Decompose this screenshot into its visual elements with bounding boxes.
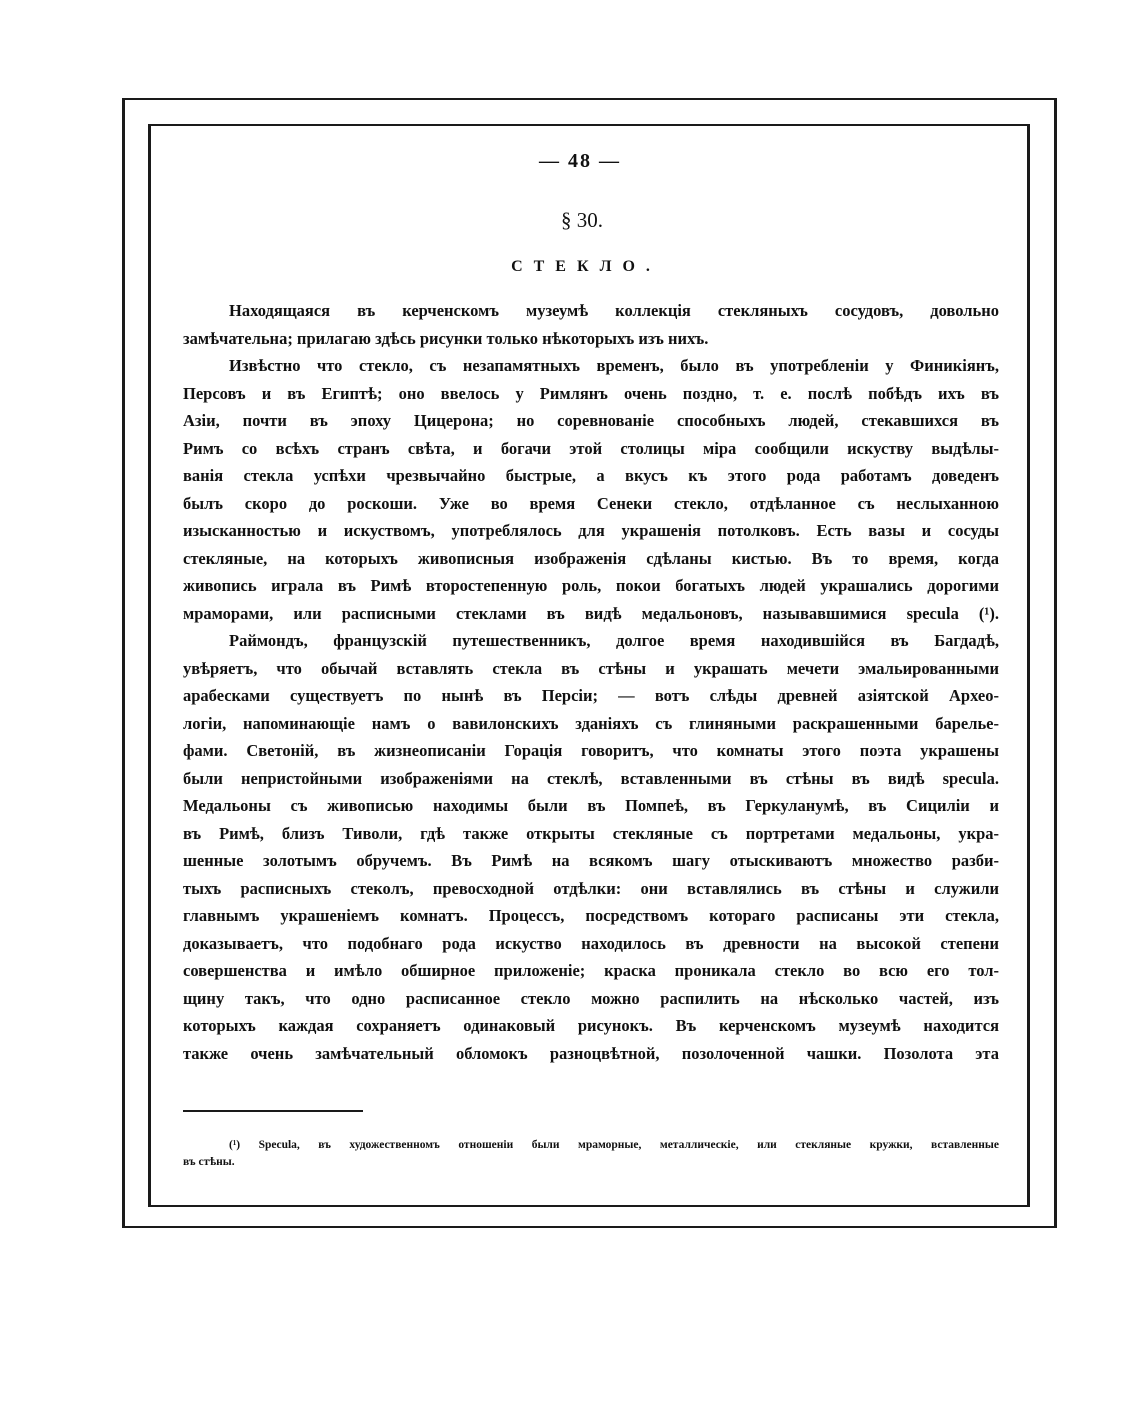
text-line: Римъ со всѣхъ странъ свѣта, и богачи этой столицы міра сообщили искуству выдѣлы- bbox=[183, 438, 999, 458]
text-line: увѣряетъ, что обычай вставлять стекла въ стѣны и украшать мечети эмальированными bbox=[183, 658, 999, 678]
footnote-rule bbox=[183, 1110, 363, 1112]
text-line: мраморами, или расписными стеклами въ видѣ медальоновъ, называвшимися specula (¹). bbox=[183, 603, 999, 623]
text-line: Извѣстно что стекло, съ незапамятныхъ временъ, было въ употребленіи у Финикіянъ, bbox=[229, 356, 999, 375]
text-line: Медальоны съ живописью находимы были въ Помпеѣ, въ Геркуланумѣ, въ Сициліи и bbox=[183, 796, 999, 815]
text-line: щину такъ, что одно расписанное стекло можно распилить на нѣсколько частей, изъ bbox=[183, 988, 999, 1008]
text-line: которыхъ каждая сохраняетъ одинаковый рисунокъ. Въ керченскомъ музеумѣ находится bbox=[183, 1016, 999, 1035]
text-line: Находящаяся въ керченскомъ музеумѣ коллекція стекляныхъ сосудовъ, довольно bbox=[229, 301, 999, 320]
text-line: арабесками существуетъ по нынѣ въ Персіи; — вотъ слѣды древней азіятской Археo- bbox=[183, 686, 999, 705]
footnote-line: (¹) Specula, въ художественномъ отношеніи были мраморные, металлическіе, или стекляные кружки, вставленные bbox=[229, 1139, 999, 1151]
text-line: шенные золотымъ обручемъ. Въ Римѣ на всякомъ шагу отыскиваютъ множество разби- bbox=[183, 851, 999, 870]
text-line: замѣчательна; прилагаю здѣсь рисунки только нѣкоторыхъ изъ нихъ. bbox=[183, 328, 709, 348]
section-title: СТЕКЛО. bbox=[511, 258, 661, 275]
footnote bbox=[183, 1137, 999, 1171]
text-line: логіи, напоминающіе намъ о вавилонскихъ зданіяхъ съ глиняными раскрашенными барелье- bbox=[183, 713, 999, 733]
text-line: Персовъ и въ Египтѣ; оно ввелось у Римлянъ очень поздно, т. е. послѣ побѣдъ ихъ въ bbox=[183, 383, 999, 403]
section-number: § 30. bbox=[561, 208, 603, 232]
text-line: совершенства и имѣло обширное приложеніе; краска проникала стекло во всю его тол- bbox=[183, 961, 999, 980]
text-line: тыхъ расписныхъ стеколъ, превосходной отдѣлки: они вставлялись въ стѣны и служили bbox=[183, 878, 999, 898]
text-line: фами. Светоній, въ жизнеописаніи Горація говоритъ, что комнаты этого поэта украшены bbox=[183, 741, 999, 760]
text-line: были непристойными изображеніями на стеклѣ, вставленными въ стѣны въ видѣ specula. bbox=[183, 768, 999, 788]
body-text bbox=[183, 297, 999, 1067]
text-line: въ Римѣ, близъ Тиволи, гдѣ также открыты стекляные съ портретами медальоны, укра- bbox=[183, 823, 999, 843]
text-line: живопись играла въ Римѣ второстепенную роль, покои богатыхъ людей украшались дорогими bbox=[183, 576, 999, 595]
text-line: Азіи, почти въ эпоху Цицерона; но соревнованіе способныхъ людей, стекавшихся въ bbox=[183, 411, 999, 430]
text-line: стекляные, на которыхъ живописныя изображенія сдѣланы кистью. Въ то время, когда bbox=[183, 548, 999, 568]
text-line: также очень замѣчательный обломокъ разноцвѣтной, позолоченной чашки. Позолота эта bbox=[183, 1043, 999, 1063]
text-line: Раймондъ, французскій путешественникъ, долгое время находившійся въ Багдадѣ, bbox=[229, 631, 999, 650]
text-line: ванія стекла успѣхи чрезвычайно быстрые, а вкусъ къ этого рода работамъ доведенъ bbox=[183, 466, 999, 485]
text-line: изысканностью и искуствомъ, употреблялось для украшенія потолковъ. Есть вазы и сосуды bbox=[183, 521, 999, 540]
text-line: былъ скоро до роскоши. Уже во время Сенеки стекло, отдѣланное съ неслыханною bbox=[183, 493, 999, 513]
page-number: — 48 — bbox=[539, 150, 621, 172]
text-line: доказываетъ, что подобнаго рода искуство находилось въ древности на высокой степени bbox=[183, 933, 999, 953]
footnote-line: въ стѣны. bbox=[183, 1156, 235, 1168]
text-line: главнымъ украшеніемъ комнатъ. Процессъ, посредствомъ котораго расписаны эти стекла, bbox=[183, 906, 999, 925]
